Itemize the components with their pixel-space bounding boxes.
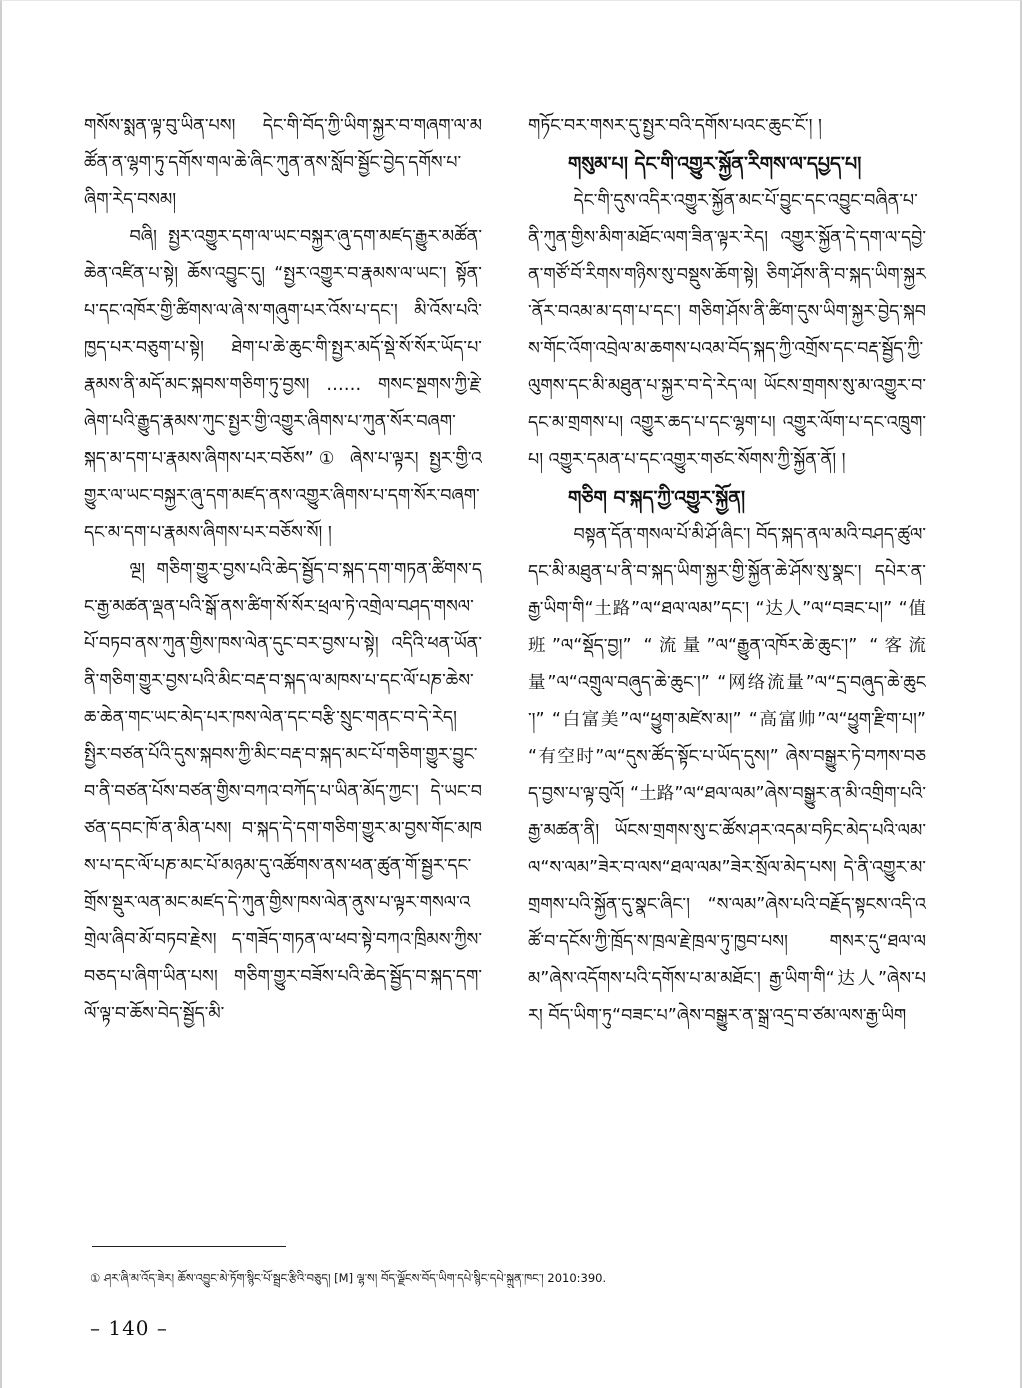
right-intro-line: གཏོང་བར་གསར་དུ་སྤྱར་བའི་དགོས་པའང་ཆུང་ངོ་། ། — [528, 116, 822, 136]
left-paragraph-2: བཞི། སྤྱར་འགྱུར་དག་ལ་ཡང་བསྐྱར་ཞུ་དག་མཛད་རྒྱུར་མཚོན་ཆེན་འཛིན་པ་སྟེ། ཆོས་འབྱུང་དུ། “སྤྱར་འགྱུར་བ་རྣམས་ལ་ཡང་། སྟོན་པ་དང་འཁོར་གྱི་ཚིགས་ལ་ཞེ་ས་གཞུག་པར་འོས་པ་དང་། མི་འོས་པའི་ཁྱད་པར་བཅུག་པ་སྟེ། ཐེག་པ་ཆེ་ཆུང་གི་སྤྱར་མདོ་སྡེ་སོ་སོར་ཡོད་པ་རྣམས་ནི་མདོ་མང་སྐབས་གཅིག་ཏུ་བྱས། …… གསང་སྔགས་ཀྱི་རྗེ་ཞེག་པའི་རྒྱུད་རྣམས་ཀུང་སྤྱར་གྱི་འགྱུར་ཞིགས་པ་ཀུན་སོར་བཞག་ སྐད་མ་དག་པ་རྣམས་ཞིགས་པར་བཅོས”① ཞེས་པ་ལྟར། སྤྱར་གྱི་འགྱུར་ལ་ཡང་བསྐྱར་ཞུ་དག་མཛད་ནས་འགྱུར་ཞིགས་པ་དག་སོར་བཞག་དང་མ་དག་པ་རྣམས་ཞིགས་པར་བཅོས་སོ། ། — [84, 227, 482, 543]
footnote: ① ཤར་ཞི་མ་འོད་ཟེར། ཆོས་འབྱུང་མེ་ཏོག་སྙིང་པོ་སྦྲང་རྩིའི་བཅུད། [M] ལྷ་ས། བོད་ལྗོངས་བོད་ཡིག་དཔེ་སྙིང་དཔེ་སྐྲུན་ཁང་། 2010:390. — [90, 1271, 607, 1285]
left-paragraph-3: ལྔ། གཅིག་གྱུར་བྱས་པའི་ཆེད་སྦྱོད་བ་སྐད་དག་གཏན་ཚིགས་དང་རྒྱ་མཚན་ལྡན་པའི་སྒོ་ནས་ཚིག་སོ་སོར་ཕྲལ་ཏེ་འགྲེལ་བཤད་གསལ་པོ་བཏབ་ནས་ཀུན་གྱིས་ཁས་ལེན་དུང་བར་བྱས་པ་སྟེ། འདིའི་ཕན་ཡོན་ནི་གཅིག་གྱུར་བྱས་པའི་མིང་བརྡ་བ་སྐད་ལ་མཁས་པ་དང་ལོ་པཎ་ཆེས་ཆ་ཆེན་གང་ཡང་མེད་པར་ཁས་ལེན་དང་བརྩི་སྲུང་གནང་བ་དེ་རེད། སྤྱིར་བཙན་པོའི་དུས་སྐབས་ཀྱི་མིང་བརྡ་བ་སྐད་མང་པོ་གཅིག་གྱུར་བྱུང་བ་ནི་བཙན་པོས་བཙན་གྱིས་བཀའ་བཀོད་པ་ཡིན་མོད་ཀྱང་། དེ་ཡང་བཙན་དབང་ཁོ་ན་མིན་པས། བ་སྐད་དེ་དག་གཅིག་གྱུར་མ་བྱས་གོང་མཁས་པ་དང་ལོ་པཎ་མང་པོ་མཉམ་དུ་འཚོགས་ནས་ཕན་ཚུན་གོ་སྦྱར་དང་གྲོས་སྡུར་ལན་མང་མཛད་དེ་ཀུན་གྱིས་ཁས་ལེན་ནུས་པ་ལྟར་གསལ་འགྲེལ་ཞིབ་མོ་བཏབ་རྗེས། ད་གཟོད་གཏན་ལ་ཕབ་སྟེ་བཀའ་ཁྲིམས་ཀྱིས་བཅད་པ་ཞིག་ཡིན་པས། གཅིག་གྱུར་བཟོས་པའི་ཆེད་སྦྱོད་བ་སྐད་དག་ལོ་ལྟ་བ་ཆོས་བེད་སྦྱོད་མི་ — [84, 560, 482, 1024]
section-one-heading: གཅིག བ་སྐད་ཀྱི་འགྱུར་སྐྱོན། — [568, 487, 746, 509]
section-three-paragraph: དེང་གི་དུས་འདིར་འགྱུར་སྐྱོན་མང་པོ་བྱུང་དང་འབྱུང་བཞིན་པ་ནི་ཀུན་གྱིས་མིག་མཐོང་ལག་ཟིན་ལྟར་རེད། འགྱུར་སྐྱོན་དེ་དག་ལ་དབྱེ་ན་གཙོ་བོ་རིགས་གཉིས་སུ་བསྡུས་ཆོག་སྟེ། ཅིག་ཤོས་ནི་བ་སྐད་ཡིག་སྐྱར་ནོར་བའམ་མ་དག་པ་དང་། གཅིག་ཤོས་ནི་ཚིག་དུས་ཡིག་སྐྱར་བྱེད་སྐབས་གོང་འོག་འབྲེལ་མ་ཆགས་པའམ་བོད་སྐད་ཀྱི་འགྲོས་དང་བརྡ་སྦྱོད་ཀྱི་ལུགས་དང་མི་མཐུན་པ་སྐྱར་བ་དེ་རེད་ལ། ཡོངས་གྲགས་སུ་མ་འགྱུར་བ་དང་མ་གྲགས་པ། འགྱུར་ཆད་པ་དང་ལྷག་པ། འགྱུར་ལོག་པ་དང་འཁྲུག་པ། འགྱུར་དམན་པ་དང་འགྱུར་གཙང་སོགས་ཀྱི་སྐྱོན་ནོ། ། — [528, 191, 926, 470]
page-number: – 140 – — [90, 1316, 168, 1340]
right-column — [528, 108, 926, 1238]
footnote-divider — [92, 1246, 286, 1247]
left-column — [84, 108, 482, 1238]
section-one-paragraph: བསྟན་དོན་གསལ་པོ་མི་ཤོ་ཞིང་། བོད་སྐད་ནལ་མའི་བཤད་ཚུལ་དང་མི་མཐུན་པ་ནི་བ་སྐད་ཡིག་སྐྱར་གྱི་སྐྱོན་ཆེ་ཤོས་སུ་སྣང་། དཔེར་ན་རྒྱ་ཡིག་གི“土路”ལ“ཐལ་ལམ”དང་། “达人”ལ“བཟང་པ།” “值班”ལ“སྡོད་བྱ།” “流量”ལ“རྒྱུན་འཁོར་ཆེ་ཆུང་།” “客流量”ལ“འགྲུལ་བཞུད་ཆེ་ཆུང་།” “网络流量”ལ“དྲ་བཞུད་ཆེ་ཆུང་།” “白富美”ལ“ཕྱུག་མཛེས་མ།” “高富帅”ལ“ཕྱུག་རྫིག་པ།” “有空时”ལ“དུས་ཚོད་སྟོང་པ་ཡོད་དུས།” ཞེས་བསྒྱུར་ཏེ་བཀས་བཅད་བྱས་པ་ལྟ་བུའོ། “土路”ལ“ཐལ་ལམ”ཞེས་བསྒྱུར་ན་མི་འགྲིག་པའི་རྒྱ་མཚན་ནི། ཡོངས་གྲགས་སུ་ང་ཚོས་ཤར་འདམ་བཏིང་མེད་པའི་ལམ་ལ“ས་ལམ”ཟེར་བ་ལས“ཐལ་ལམ”ཟེར་སྲོལ་མེད་པས། དེ་ནི་འགྱུར་མ་གྲགས་པའི་སྐྱོན་དུ་སྣང་ཞིང་། “ས་ལམ”ཞེས་པའི་བརྗོད་སྟངས་འདི་འཚོ་བ་དངོས་ཀྱི་ཁྲོད་ས་ཁྲལ་རྗེ་ཁྲལ་ཏུ་ཁྱབ་པས། གསར་དུ“ཐལ་ལམ”ཞེས་འདོགས་པའི་དགོས་པ་མ་མཐོང་། རྒྱ་ཡིག་གི“达人”ཞེས་པར། བོད་ཡིག་ཏུ“བཟང་པ”ཞེས་བསྒྱུར་ན་སྒྲ་འདྲ་བ་ཙམ་ལས་རྒྱ་ཡིག — [528, 525, 926, 1026]
section-three-heading: གསུམ་པ། དེང་གི་འགྱུར་སྐྱོན་རིགས་ལ་དཔྱད་པ། — [568, 153, 862, 175]
body-columns — [84, 108, 926, 1238]
left-paragraph-1: གསོས་སྨན་ལྟ་བུ་ཡིན་པས། དེང་གི་བོད་ཀྱི་ཡིག་སྐྱར་བ་གཞག་ལ་མཚོན་ན་ལྷག་ཏུ་དགོས་གལ་ཆེ་ཞིང་ཀུན་ནས་སློབ་སྦྱོང་བྱེད་དགོས་པ་ཞིག་རེད་བསམ། — [84, 116, 482, 210]
